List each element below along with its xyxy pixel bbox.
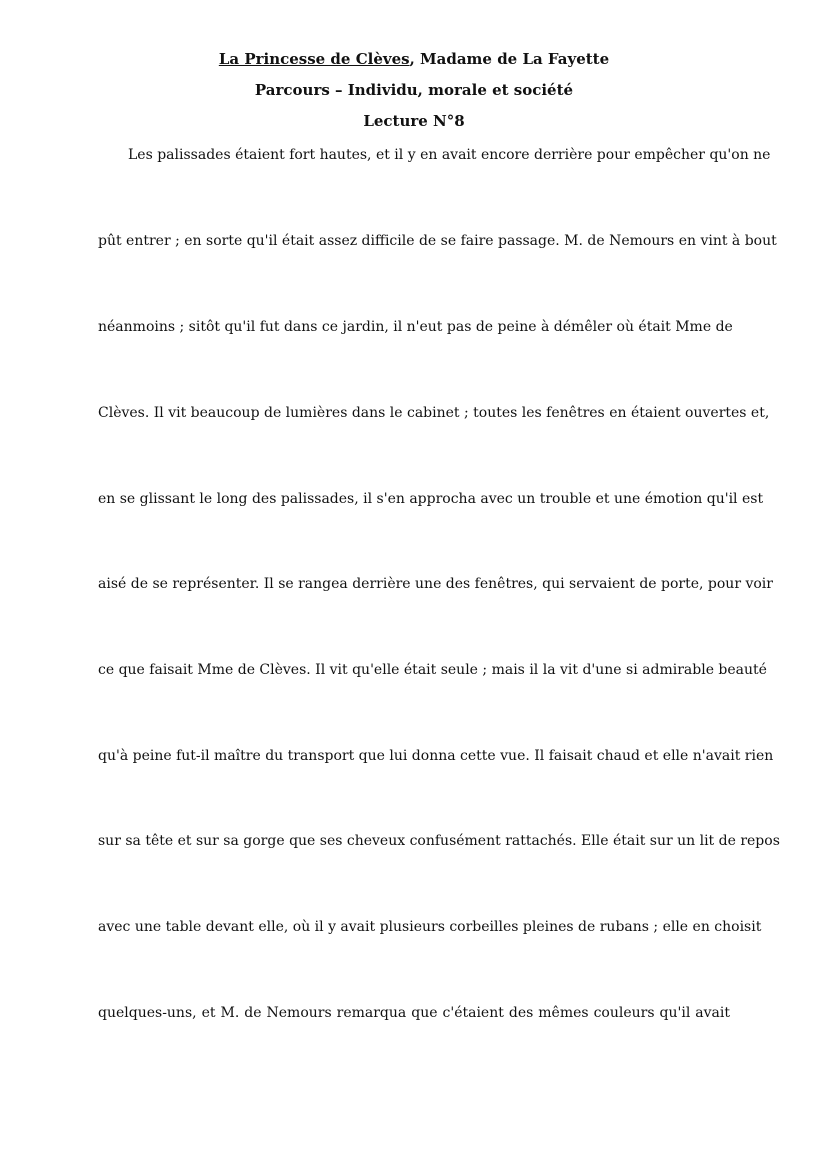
text-line: quelques-uns, et M. de Nemours remarqua que c'étaient des mêmes couleurs qu'il avait (98, 1005, 730, 1021)
text-line: pût entrer ; en sorte qu'il était assez difficile de se faire passage. M. de Nemours en vint à bout (98, 233, 777, 249)
text-line: aisé de se représenter. Il se rangea derrière une des fenêtres, qui servaient de porte, pour voir (98, 576, 773, 592)
text-line: sur sa tête et sur sa gorge que ses cheveux confusément rattachés. Elle était sur un lit de repos (98, 833, 780, 849)
work-title: La Princesse de Clèves (218, 50, 410, 68)
text-line: Clèves. Il vit beaucoup de lumières dans le cabinet ; toutes les fenêtres en étaient ouvertes et, (98, 405, 770, 421)
document-title (0, 49, 828, 69)
text-line: Les palissades étaient fort hautes, et il y en avait encore derrière pour empêcher qu'on ne (128, 147, 771, 163)
document-subtitle: Parcours – Individu, morale et société (254, 81, 574, 99)
text-line: qu'à peine fut-il maître du transport que lui donna cette vue. Il faisait chaud et elle n'avait rien (98, 748, 774, 764)
author-name: , Madame de La Fayette (409, 50, 610, 68)
lecture-number: Lecture N°8 (363, 112, 465, 130)
text-line: ce que faisait Mme de Clèves. Il vit qu'elle était seule ; mais il la vit d'une si admirable beauté (98, 662, 767, 678)
text-line: en se glissant le long des palissades, il s'en approcha avec un trouble et une émotion qu'il est (98, 491, 764, 507)
text-line: néanmoins ; sitôt qu'il fut dans ce jardin, il n'eut pas de peine à démêler où était Mme de (98, 319, 733, 335)
text-line: avec une table devant elle, où il y avait plusieurs corbeilles pleines de rubans ; elle en choisit (98, 919, 762, 935)
